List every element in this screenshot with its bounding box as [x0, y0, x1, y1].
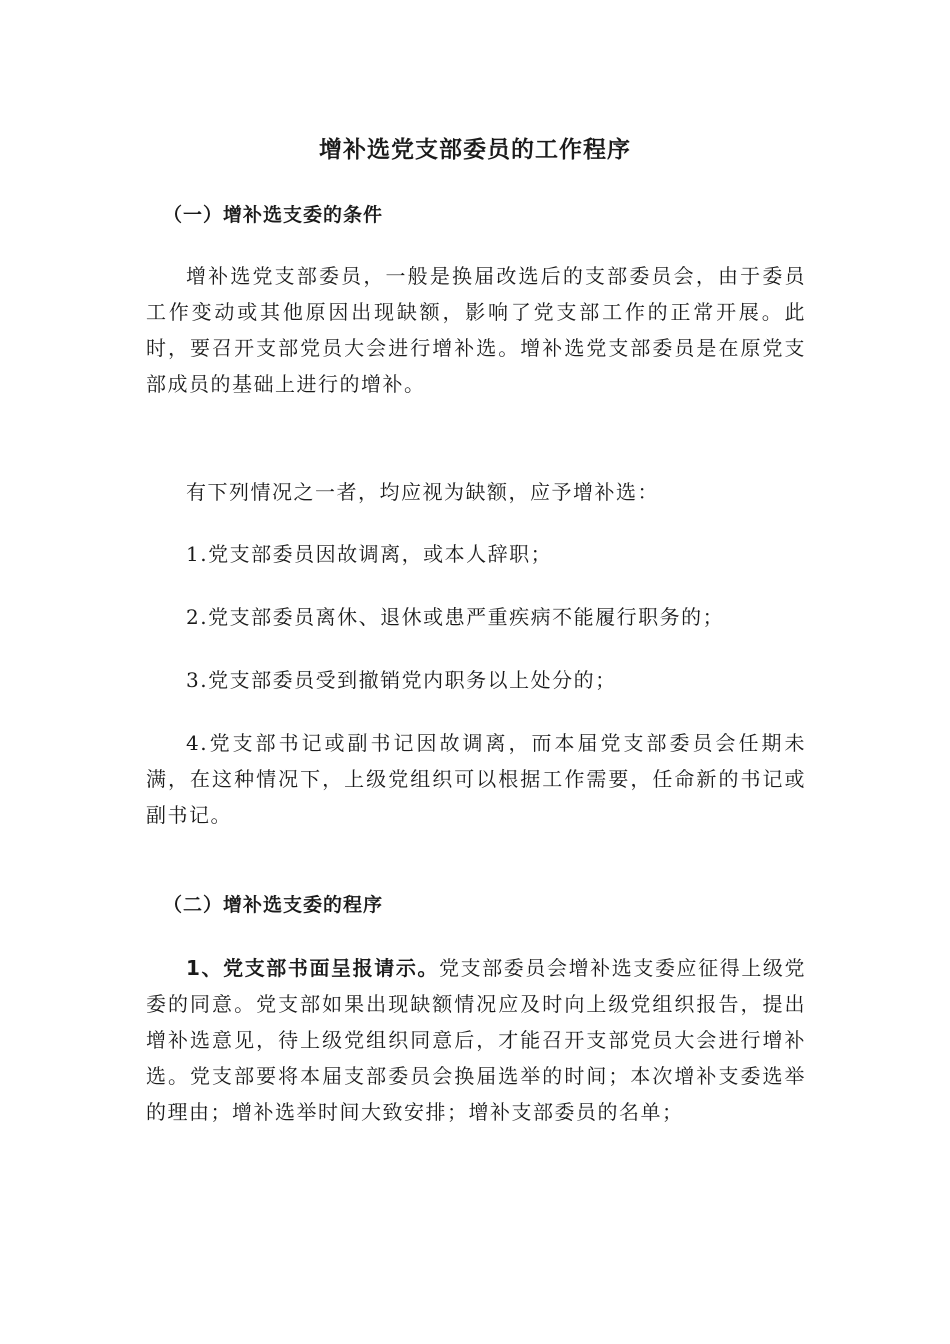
paragraph-intro: 增补选党支部委员，一般是换届改选后的支部委员会，由于委员工作变动或其他原因出现缺额，影响了党支部工作的正常开展。此时，要召开支部党员大会进行增补选。增补选党支部委员是在原党支部成员的基础上进行的增补。: [146, 264, 806, 396]
document-title: 增补选党支部委员的工作程序: [319, 137, 631, 163]
section-heading-conditions: （一）增补选支委的条件: [163, 204, 384, 226]
section-heading-procedure: （二）增补选支委的程序: [163, 894, 384, 916]
list-item-1: 1.党支部委员因故调离，或本人辞职；: [186, 542, 553, 566]
step-1-text: 党支部委员会增补选支委应征得上级党委的同意。党支部如果出现缺额情况应及时向上级党组织报告，提出增补选意见，待上级党组织同意后，才能召开支部党员大会进行增补选。党支部要将本届支部委员会换届选举的时间；本次增补支委选举的理由；增补选举时间大致安排；增补支部委员的名单；: [146, 956, 807, 1124]
paragraph-step-1: [146, 950, 806, 1130]
list-item-3: 3.党支部委员受到撤销党内职务以上处分的；: [186, 668, 617, 692]
list-item-4: 4.党支部书记或副书记因故调离，而本届党支部委员会任期未满，在这种情况下，上级党组织可以根据工作需要，任命新的书记或副书记。: [146, 731, 806, 827]
list-item-2: 2.党支部委员离休、退休或患严重疾病不能履行职务的；: [186, 605, 725, 629]
paragraph-vacancy-cases: 有下列情况之一者，均应视为缺额，应予增补选：: [186, 480, 659, 504]
step-1-lead: 1、党支部书面呈报请示。: [186, 956, 440, 980]
